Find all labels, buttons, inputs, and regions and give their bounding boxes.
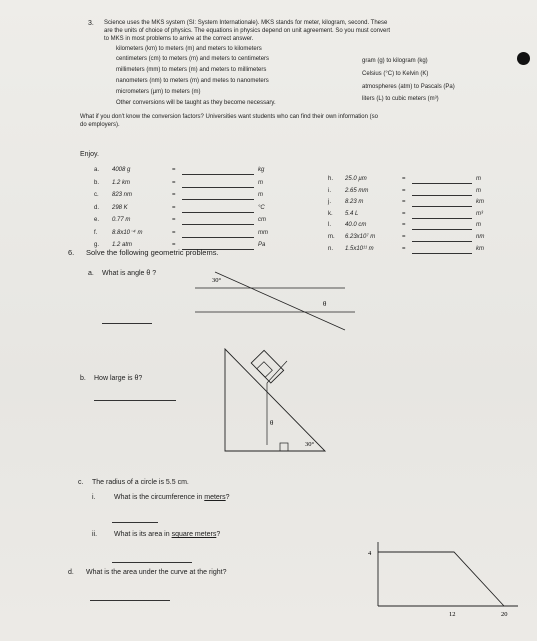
item-letter: e. [94,217,100,223]
answer-blank[interactable] [412,253,472,254]
fig-a-angle-label: 30° [212,277,222,284]
target-unit: m [258,192,263,198]
target-unit: m [476,187,481,194]
item-letter: k. [328,210,333,217]
block-inner-mark [257,362,273,378]
item-value: 8.23 m [345,199,364,206]
item-value: 8.8x10⁻⁴ m [112,229,143,236]
item-letter: b. [94,179,100,186]
q6a-question: What is angle θ ? [102,270,157,277]
q6d-answer-blank[interactable] [90,600,170,601]
item-value: 1.5x10¹¹ m [345,245,374,252]
incline-figure [225,345,335,455]
conversion-nm: nanometers (nm) to meters (m) and metes to nanometers [116,78,269,84]
conversion-mm: millimeters (mm) to meters (m) and meters to millimeters [116,67,267,73]
item-value: 25.0 µm [345,176,367,182]
item-letter: g. [94,242,100,248]
answer-blank[interactable] [412,229,472,230]
conversion-gram: gram (g) to kilogram (kg) [362,58,428,64]
q6d-label: d. [68,569,74,576]
item-value: 823 nm [112,192,133,198]
item-letter: l. [328,222,331,229]
q6a-label: a. [88,270,94,277]
item-value: 2.65 mm [345,187,369,194]
equals-sign: = [402,210,406,217]
target-unit: km [476,245,484,252]
answer-blank[interactable] [182,187,254,188]
question-number-3: 3. [88,20,94,27]
item-letter: n. [328,245,334,252]
q6b-answer-blank[interactable] [94,400,176,401]
item-value: 0.77 m [112,217,131,223]
item-letter: d. [94,204,100,211]
target-unit: m [476,222,481,229]
item-value: 1.2 km [112,179,131,186]
item-letter: m. [328,234,335,240]
graph-y-tick-4: 4 [368,550,372,557]
equals-sign: = [172,179,176,186]
equals-sign: = [402,176,406,182]
q3-intro-line-1: Science uses the MKS system (SI: System Internationale). MKS stands for meter, kilogram, second. These [104,20,388,26]
item-letter: a. [94,167,100,173]
target-unit: Pa [258,242,266,248]
question-number-6: 6. [68,248,75,257]
fig-b-angle-label: 30° [305,441,315,448]
q6d-question: What is the area under the curve at the right? [86,569,227,576]
equals-sign: = [402,234,406,240]
q6c-ii-question: What is its area in square meters? [114,531,221,538]
answer-blank[interactable] [182,174,254,175]
normal-line [267,361,287,383]
equals-sign: = [402,199,406,206]
parallel-lines-figure [195,268,355,333]
target-unit: m [258,179,263,186]
q6c-label: c. [78,479,84,486]
conversion-atm: atmospheres (atm) to Pascals (Pa) [362,84,455,90]
equals-sign: = [172,217,176,223]
conversion-other: Other conversions will be taught as they become necessary. [116,100,276,106]
q3-note-line-2: do employers). [80,122,120,128]
target-unit: nm [476,234,485,240]
q3-note-line-1: What if you don't know the conversion factors? Universities want students who can find their own information (so [80,114,378,120]
answer-blank[interactable] [412,241,472,242]
item-letter: j. [328,199,331,206]
answer-blank[interactable] [412,183,472,184]
right-angle-mark [280,443,288,451]
equals-sign: = [402,245,406,252]
target-unit: cm [258,217,266,223]
target-unit: m³ [476,210,483,217]
target-unit: mm [258,229,268,236]
target-unit: kg [258,167,265,173]
target-unit: °C [258,204,265,211]
answer-blank[interactable] [412,195,472,196]
q6a-answer-blank[interactable] [102,323,152,324]
item-value: 1.2 atm [112,242,133,248]
equals-sign: = [172,192,176,198]
hole-punch-dot [517,52,530,65]
equals-sign: = [172,242,176,248]
q6-title: Solve the following geometric problems. [86,248,219,257]
area-graph [370,540,520,620]
item-letter: h. [328,176,334,182]
q6c-ii-label: ii. [92,531,98,538]
conversion-km: kilometers (km) to meters (m) and meters to kilometers [116,46,262,52]
item-value: 40.0 cm [345,222,367,229]
answer-blank[interactable] [182,237,254,238]
q3-intro-line-3: to MKS in most problems to arrive at the correct answer. [104,36,254,42]
block-on-incline [251,350,283,383]
graph-x-tick-20: 20 [501,611,508,618]
item-value: 6.23x10⁷ m [345,234,376,240]
item-letter: f. [94,229,98,236]
q6c-i-label: i. [92,494,96,501]
equals-sign: = [172,229,176,236]
answer-blank[interactable] [182,199,254,200]
item-value: 4008 g [112,167,131,173]
conversion-liters: liters (L) to cubic meters (m³) [362,96,439,102]
conversion-um: micrometers (µm) to meters (m) [116,89,201,95]
incline-triangle [225,349,325,451]
answer-blank[interactable] [412,206,472,207]
item-letter: c. [94,192,99,198]
q6c-question: The radius of a circle is 5.5 cm. [92,479,189,486]
answer-blank[interactable] [412,218,472,219]
graph-x-tick-12: 12 [449,611,456,618]
equals-sign: = [402,187,406,194]
equals-sign: = [172,204,176,211]
fig-b-theta-label: θ [270,419,274,427]
target-unit: m [476,176,481,182]
item-value: 5.4 L [345,210,359,217]
equals-sign: = [172,167,176,173]
item-letter: i. [328,187,331,194]
graph-curve [378,552,504,606]
target-unit: km [476,199,484,206]
answer-blank[interactable] [182,224,254,225]
answer-blank[interactable] [182,212,254,213]
item-value: 298 K [112,204,128,211]
conversion-cm: centimeters (cm) to meters (m) and meters to centimeters [116,56,270,62]
fig-a-theta-label: θ [323,300,327,308]
q6c-i-answer-blank[interactable] [112,522,158,523]
q6c-i-question: What is the circumference in meters? [114,494,230,501]
q6b-label: b. [80,375,86,382]
q3-intro-line-2: are the units of choice of physics. The equations in physics depend on unit agreement. So you must convert [104,28,391,34]
conversion-celsius: Celsius (°C) to Kelvin (K) [362,71,429,77]
q6c-ii-answer-blank[interactable] [112,562,192,563]
equals-sign: = [402,222,406,229]
q6b-question: How large is θ? [94,375,143,382]
enjoy-label: Enjoy. [80,151,99,158]
